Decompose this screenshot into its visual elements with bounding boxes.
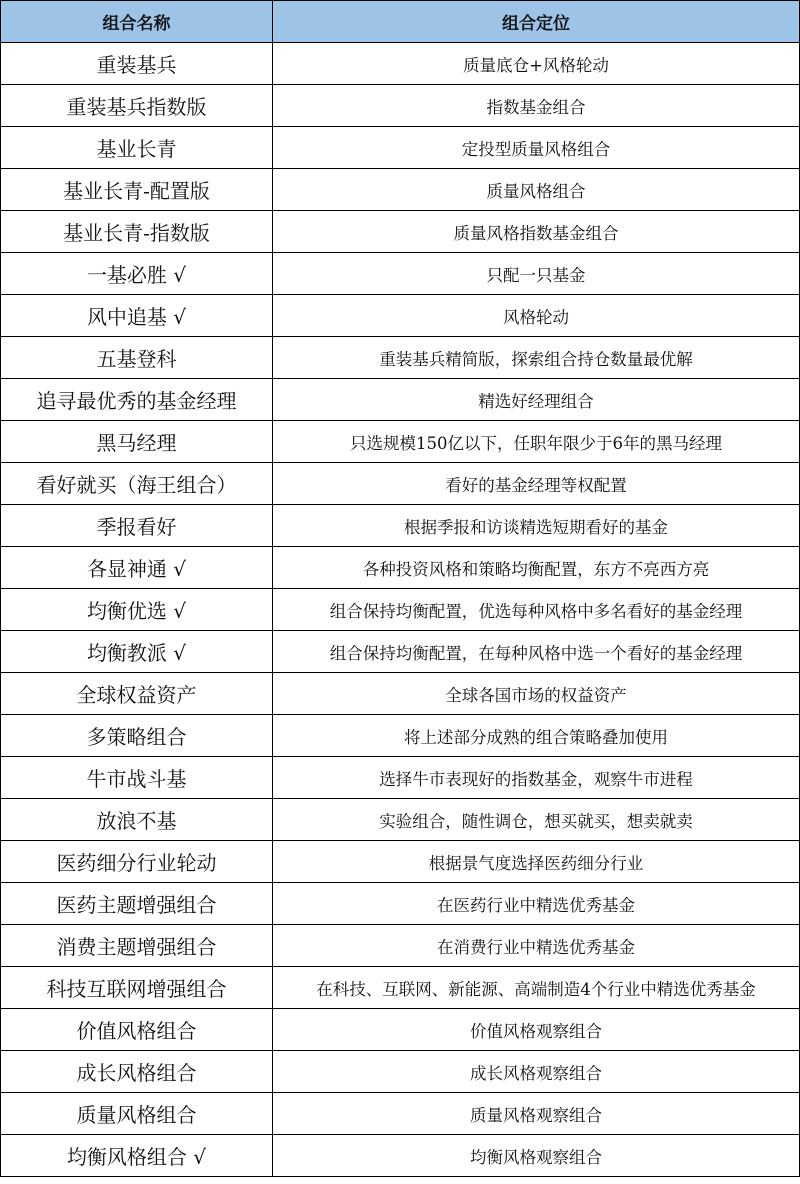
table-row: [1, 253, 800, 295]
portfolio-name-cell: 追寻最优秀的基金经理: [1, 379, 273, 421]
portfolio-position-cell: 风格轮动: [273, 295, 800, 337]
table-row: [1, 1009, 800, 1051]
table-row: [1, 463, 800, 505]
portfolio-name-cell: 均衡风格组合 √: [1, 1135, 273, 1177]
table-row: [1, 1135, 800, 1177]
table-row: [1, 967, 800, 1009]
portfolio-name-cell: 医药细分行业轮动: [1, 841, 273, 883]
header-portfolio-name: 组合名称: [1, 1, 273, 43]
table-row: [1, 631, 800, 673]
table-row: [1, 589, 800, 631]
portfolio-name-cell: 基业长青-指数版: [1, 211, 273, 253]
portfolio-position-cell: 看好的基金经理等权配置: [273, 463, 800, 505]
portfolio-name-cell: 消费主题增强组合: [1, 925, 273, 967]
portfolio-name-cell: 基业长青: [1, 127, 273, 169]
portfolio-position-cell: 实验组合，随性调仓，想买就买，想卖就卖: [273, 799, 800, 841]
portfolio-name-cell: 价值风格组合: [1, 1009, 273, 1051]
table-row: [1, 799, 800, 841]
portfolio-position-cell: 根据季报和访谈精选短期看好的基金: [273, 505, 800, 547]
portfolio-name-cell: 重装基兵指数版: [1, 85, 273, 127]
table-row: [1, 85, 800, 127]
portfolio-position-cell: 质量风格指数基金组合: [273, 211, 800, 253]
portfolio-position-cell: 全球各国市场的权益资产: [273, 673, 800, 715]
table-row: [1, 169, 800, 211]
portfolio-name-cell: 五基登科: [1, 337, 273, 379]
portfolio-position-cell: 将上述部分成熟的组合策略叠加使用: [273, 715, 800, 757]
portfolio-position-cell: 重装基兵精简版，探索组合持仓数量最优解: [273, 337, 800, 379]
portfolio-name-cell: 医药主题增强组合: [1, 883, 273, 925]
table-row: [1, 43, 800, 85]
portfolio-position-cell: 在科技、互联网、新能源、高端制造4个行业中精选优秀基金: [273, 967, 800, 1009]
table-row: [1, 715, 800, 757]
portfolio-name-cell: 科技互联网增强组合: [1, 967, 273, 1009]
table-row: [1, 421, 800, 463]
table-row: [1, 673, 800, 715]
portfolio-position-cell: 均衡风格观察组合: [273, 1135, 800, 1177]
portfolio-name-cell: 看好就买（海王组合）: [1, 463, 273, 505]
portfolio-position-cell: 定投型质量风格组合: [273, 127, 800, 169]
table-row: [1, 337, 800, 379]
table-row: [1, 211, 800, 253]
portfolio-name-cell: 黑马经理: [1, 421, 273, 463]
portfolio-name-cell: 牛市战斗基: [1, 757, 273, 799]
portfolio-position-cell: 质量底仓+风格轮动: [273, 43, 800, 85]
portfolio-name-cell: 成长风格组合: [1, 1051, 273, 1093]
portfolio-name-cell: 季报看好: [1, 505, 273, 547]
portfolio-position-cell: 组合保持均衡配置，在每种风格中选一个看好的基金经理: [273, 631, 800, 673]
portfolio-name-cell: 重装基兵: [1, 43, 273, 85]
portfolio-position-cell: 在消费行业中精选优秀基金: [273, 925, 800, 967]
portfolio-position-cell: 只选规模150亿以下，任职年限少于6年的黑马经理: [273, 421, 800, 463]
table-body: [1, 43, 800, 1177]
table-row: [1, 841, 800, 883]
portfolio-position-cell: 精选好经理组合: [273, 379, 800, 421]
portfolio-position-cell: 根据景气度选择医药细分行业: [273, 841, 800, 883]
table-row: [1, 379, 800, 421]
portfolio-name-cell: 均衡优选 √: [1, 589, 273, 631]
portfolio-name-cell: 多策略组合: [1, 715, 273, 757]
table-row: [1, 757, 800, 799]
portfolio-position-cell: 选择牛市表现好的指数基金，观察牛市进程: [273, 757, 800, 799]
portfolio-name-cell: 基业长青-配置版: [1, 169, 273, 211]
header-row: [1, 1, 800, 43]
table-row: [1, 505, 800, 547]
portfolio-name-cell: 均衡教派 √: [1, 631, 273, 673]
table-row: [1, 547, 800, 589]
portfolio-name-cell: 风中追基 √: [1, 295, 273, 337]
header-portfolio-position: 组合定位: [273, 1, 800, 43]
portfolio-name-cell: 全球权益资产: [1, 673, 273, 715]
portfolio-name-cell: 各显神通 √: [1, 547, 273, 589]
table-header: [1, 1, 800, 43]
table-row: [1, 127, 800, 169]
table-row: [1, 1093, 800, 1135]
portfolio-position-cell: 各种投资风格和策略均衡配置，东方不亮西方亮: [273, 547, 800, 589]
table-row: [1, 925, 800, 967]
portfolio-position-cell: 指数基金组合: [273, 85, 800, 127]
portfolio-name-cell: 一基必胜 √: [1, 253, 273, 295]
portfolio-position-cell: 只配一只基金: [273, 253, 800, 295]
portfolio-position-cell: 成长风格观察组合: [273, 1051, 800, 1093]
portfolio-name-cell: 放浪不基: [1, 799, 273, 841]
portfolio-position-cell: 价值风格观察组合: [273, 1009, 800, 1051]
portfolio-position-cell: 质量风格组合: [273, 169, 800, 211]
portfolio-position-cell: 组合保持均衡配置，优选每种风格中多名看好的基金经理: [273, 589, 800, 631]
table-row: [1, 295, 800, 337]
table-row: [1, 1051, 800, 1093]
table-row: [1, 883, 800, 925]
portfolio-name-cell: 质量风格组合: [1, 1093, 273, 1135]
portfolio-position-cell: 质量风格观察组合: [273, 1093, 800, 1135]
portfolio-position-cell: 在医药行业中精选优秀基金: [273, 883, 800, 925]
